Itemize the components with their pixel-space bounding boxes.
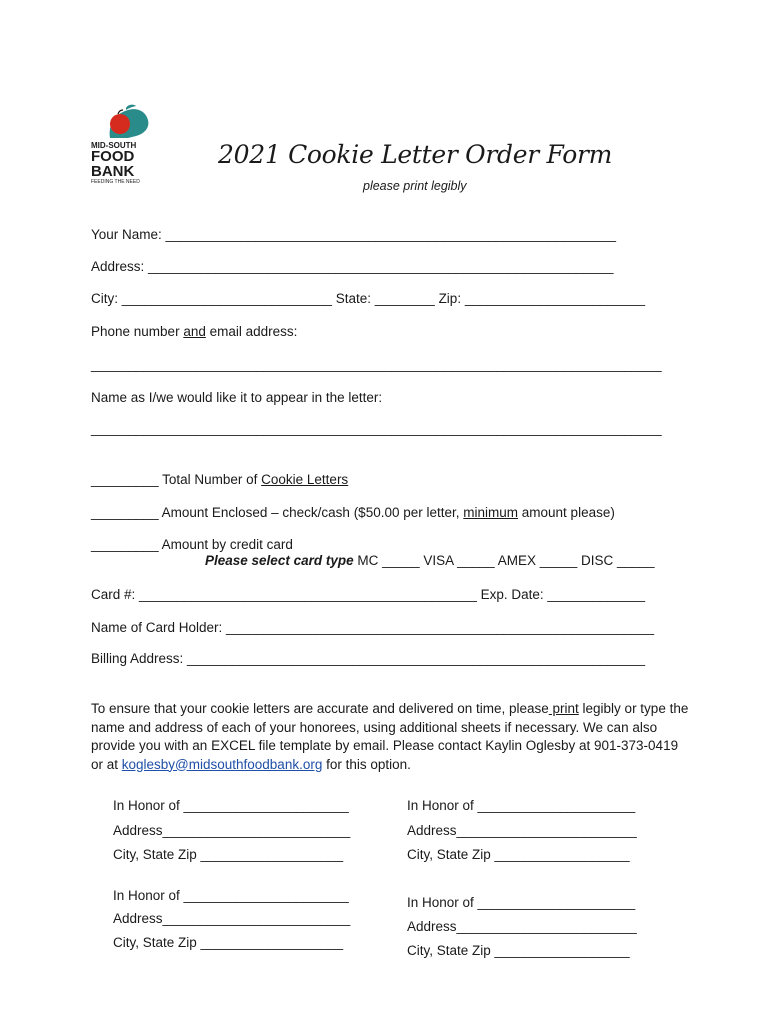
card-type-options[interactable]: MC _____ VISA _____ AMEX _____ DISC _____	[353, 553, 655, 568]
amount-enclosed-row	[91, 505, 615, 520]
page-title: 2021 Cookie Letter Order Form	[218, 140, 612, 169]
phone-label-part1: Phone number	[91, 324, 184, 339]
amount-enclosed-label: Amount Enclosed – check/cash ($50.00 per letter,	[158, 505, 464, 520]
total-letters-field[interactable]: _________	[91, 472, 159, 487]
minimum-label: minimum	[463, 505, 519, 520]
logo-tagline: FEEDING THE NEED	[91, 179, 140, 185]
card-type-row	[205, 553, 655, 568]
card-type-label: Please select card type	[205, 553, 354, 568]
amount-enclosed-label-end: amount please)	[518, 505, 615, 520]
logo-line-1: MID-SOUTH	[91, 141, 137, 150]
total-letters-label: Total Number of	[158, 472, 262, 487]
instructions-paragraph	[91, 700, 691, 774]
mid-south-food-bank-logo	[88, 104, 160, 188]
honoree-4-name-field[interactable]: In Honor of _____________________	[407, 895, 636, 910]
instructions-part3: for this option.	[322, 756, 411, 772]
honoree-2-city-field[interactable]: City, State Zip __________________	[407, 847, 630, 862]
honoree-3-name-field[interactable]: In Honor of ______________________	[113, 888, 349, 903]
page-subtitle: please print legibly	[363, 179, 467, 193]
billing-address-field[interactable]: Billing Address: _____________________________________________________________	[91, 651, 646, 666]
instructions-part1: To ensure that your cookie letters are accurate and delivered on time, please	[91, 701, 549, 716]
card-number-field[interactable]: Card #: _____________________________________________ Exp. Date: _____________	[91, 587, 646, 602]
honoree-4-address-field[interactable]: Address________________________	[407, 919, 637, 934]
cookie-letters-label: Cookie Letters	[261, 472, 349, 487]
your-name-field[interactable]: Your Name: ____________________________________________________________	[91, 227, 617, 242]
card-holder-field[interactable]: Name of Card Holder: _________________________________________________________	[91, 620, 655, 635]
address-field[interactable]: Address: ______________________________________________________________	[91, 259, 614, 274]
email-link[interactable]: koglesby@midsouthfoodbank.org	[121, 756, 323, 772]
letter-name-field[interactable]: ____________________________________________________________________________	[91, 421, 662, 436]
phone-label-part2: email address:	[205, 324, 298, 339]
print-word: print	[548, 701, 579, 716]
honoree-1-address-field[interactable]: Address_________________________	[113, 823, 351, 838]
honoree-3-city-field[interactable]: City, State Zip ___________________	[113, 935, 344, 950]
logo-line-3: BANK	[91, 163, 135, 180]
credit-card-row	[91, 537, 293, 552]
phone-label-and: and	[183, 324, 206, 339]
city-state-zip-field[interactable]: City: ____________________________ State: ________ Zip: ________________________	[91, 291, 646, 306]
total-letters-row	[91, 472, 348, 487]
honoree-2-address-field[interactable]: Address________________________	[407, 823, 637, 838]
honoree-4-city-field[interactable]: City, State Zip __________________	[407, 943, 630, 958]
logo-line-2: FOOD	[91, 148, 135, 165]
honoree-3-address-field[interactable]: Address_________________________	[113, 911, 351, 926]
letter-name-label: Name as I/we would like it to appear in the letter:	[91, 390, 383, 405]
instructions-part2: legibly or type the name and address of each of your honorees, using additional sheets if necessary. We can also provide you with an EXCEL file template by email. Please contact Kaylin Oglesby at 901-373-0419 or at	[91, 701, 689, 772]
hand-apple-icon	[88, 104, 160, 144]
honoree-1-city-field[interactable]: City, State Zip ___________________	[113, 847, 344, 862]
amount-enclosed-field[interactable]: _________	[91, 505, 159, 520]
credit-card-amount-field[interactable]: _________	[91, 537, 159, 552]
honoree-2-name-field[interactable]: In Honor of _____________________	[407, 798, 636, 813]
honoree-1-name-field[interactable]: In Honor of ______________________	[113, 798, 349, 813]
phone-email-label	[91, 324, 297, 339]
credit-card-label: Amount by credit card	[158, 537, 293, 552]
phone-email-field[interactable]: ____________________________________________________________________________	[91, 357, 662, 372]
